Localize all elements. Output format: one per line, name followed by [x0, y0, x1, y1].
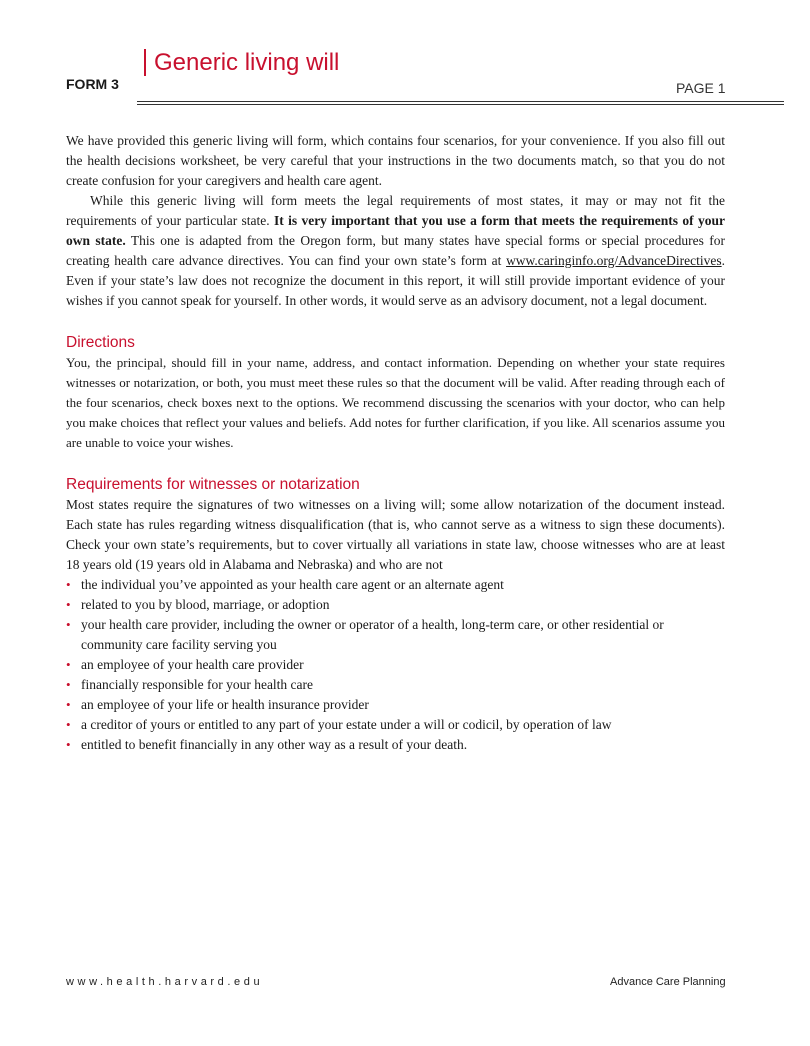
- bullet-icon: •: [66, 717, 71, 732]
- list-item: [66, 675, 725, 695]
- list-item-text: an employee of your life or health insurance provider: [81, 697, 369, 712]
- list-item-text: a creditor of yours or entitled to any part of your estate under a will or codicil, by operation of law: [81, 717, 612, 732]
- directions-section: [66, 333, 725, 453]
- bullet-icon: •: [66, 677, 71, 692]
- list-item: [66, 615, 725, 655]
- requirements-heading: Requirements for witnesses or notarization: [66, 476, 360, 493]
- directions-heading: Directions: [66, 334, 135, 351]
- list-item: [66, 715, 725, 735]
- page-number: PAGE 1: [676, 80, 726, 96]
- list-item-text: your health care provider, including the owner or operator of a health, long-term care, or other residential or community care facility serving you: [81, 617, 664, 652]
- list-item: [66, 575, 725, 595]
- list-item-text: related to you by blood, marriage, or adoption: [81, 597, 330, 612]
- bullet-icon: •: [66, 737, 71, 752]
- title-accent-bar: [144, 49, 146, 76]
- header-divider: [137, 101, 784, 105]
- intro-p2-emphasis: It is very important that you use a form that meets the requirements of your own state.: [66, 213, 725, 248]
- list-item-text: the individual you’ve appointed as your health care agent or an alternate agent: [81, 577, 504, 592]
- footer-publication: Advance Care Planning: [610, 976, 726, 988]
- intro-paragraph-2: [66, 191, 725, 311]
- list-item: [66, 595, 725, 615]
- requirements-section: [66, 475, 725, 755]
- list-item: [66, 695, 725, 715]
- intro-p2-part-b: This one is adapted from the Oregon form, but many states have special forms or special procedures for creating health care advance directives. You can find your own state’s form at: [66, 233, 725, 268]
- page-title: Generic living will: [154, 49, 340, 76]
- document-body: [66, 131, 725, 755]
- list-item-text: financially responsible for your health care: [81, 677, 314, 692]
- bullet-icon: •: [66, 597, 71, 612]
- bullet-icon: •: [66, 617, 71, 632]
- footer-website[interactable]: www.health.harvard.edu: [66, 976, 264, 988]
- list-item: [66, 655, 725, 675]
- intro-p2-part-c: . Even if your state’s law does not recognize the document in this report, it will still provide important evidence of your wishes if you cannot speak for yourself. In other words, it would serve as an advisory document, not a legal document.: [66, 253, 725, 308]
- list-item-text: an employee of your health care provider: [81, 657, 304, 672]
- caringinfo-link[interactable]: www.caringinfo.org/AdvanceDirectives: [506, 253, 722, 268]
- requirements-text: Most states require the signatures of two witnesses on a living will; some allow notarization of the document instead. Each state has rules regarding witness disqualification (that is, who cannot serve as a witness to sign these documents). Check your own state’s requirements, but to cover virtually all variations in state law, choose witnesses who are at least 18 years old (19 years old in Alabama and Nebraska) and who are not: [66, 497, 725, 572]
- bullet-icon: •: [66, 577, 71, 592]
- intro-paragraph-1: We have provided this generic living will form, which contains four scenarios, for your convenience. If you also fill out the health decisions worksheet, be very careful that your instructions in the two documents match, so that you do not create confusion for your caregivers and health care agent.: [66, 133, 725, 188]
- bullet-icon: •: [66, 657, 71, 672]
- list-item: [66, 735, 725, 755]
- list-item-text: entitled to benefit financially in any other way as a result of your death.: [81, 737, 468, 752]
- witness-disqualification-list: [66, 575, 725, 755]
- form-label: FORM 3: [66, 76, 119, 92]
- directions-text: You, the principal, should fill in your name, address, and contact information. Depending on whether your state requires witnesses or notarization, or both, you must meet these rules so that the document will be valid. After reading through each of the four scenarios, check boxes next to the options. We recommend discussing the scenarios with your doctor, who can help you make choices that reflect your values and beliefs. Add notes for further clarification, if you like. All scenarios assume you are unable to voice your wishes.: [66, 355, 725, 450]
- intro-p2-part-a: While this generic living will form meets the legal requirements of most states, it may or may not fit the requirements of your particular state.: [66, 193, 725, 228]
- bullet-icon: •: [66, 697, 71, 712]
